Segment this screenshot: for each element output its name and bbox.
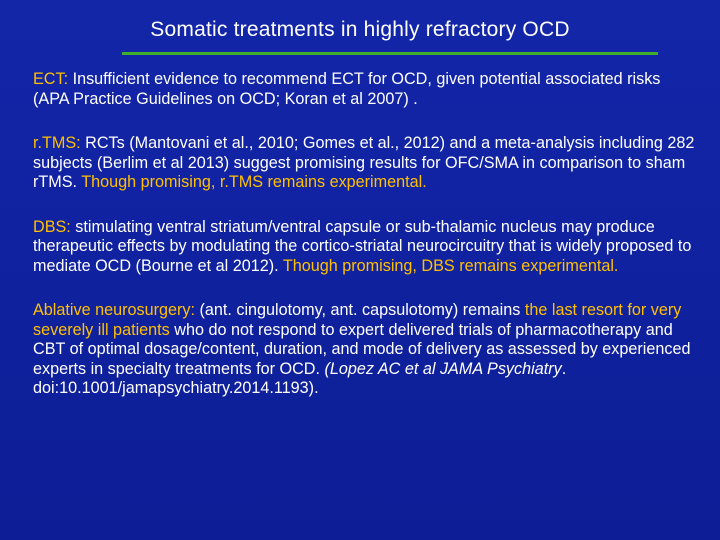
paragraph-ect xyxy=(33,70,697,109)
slide-title: Somatic treatments in highly refractory OCD xyxy=(150,18,570,41)
ablative-text-1: (ant. cingulotomy, ant. capsulotomy) remains xyxy=(194,301,525,319)
ablative-citation-rest: . doi:10.1001/jamapsychiatry.2014.1193). xyxy=(33,359,567,397)
paragraph-ablative xyxy=(33,301,697,399)
rtms-conclusion: Though promising, r.TMS remains experimental. xyxy=(81,173,427,191)
dbs-conclusion: Though promising, DBS remains experimental. xyxy=(282,256,619,275)
rtms-label: r.TMS: xyxy=(33,134,81,152)
ablative-highlight: the last resort for very severely ill patients xyxy=(33,301,682,339)
ect-label: ECT: xyxy=(33,70,69,88)
dbs-text: stimulating ventral striatum/ventral capsule or sub-thalamic nucleus may produce therapeutic effects by modulating the cortico-striatal neurocircuitry that is widely proposed to mediate OCD (Bourne et al 2012). xyxy=(33,217,692,275)
title-underline xyxy=(122,52,658,55)
ablative-label: Ablative neurosurgery: xyxy=(33,301,195,319)
ablative-text-2: who do not respond to expert delivered trials of pharmacotherapy and CBT of optimal dosage/content, duration, and mode of delivery as assessed by experienced experts in specialty treatments for OCD. xyxy=(33,320,691,378)
ect-text: Insufficient evidence to recommend ECT for OCD, given potential associated risks (APA Practice Guidelines on OCD; Koran et al 2007) . xyxy=(33,70,661,108)
paragraph-rtms xyxy=(33,134,697,193)
slide-content xyxy=(33,70,697,424)
paragraph-dbs xyxy=(33,218,697,277)
ablative-citation-italic: (Lopez AC et al JAMA Psychiatry xyxy=(324,359,562,378)
dbs-label: DBS: xyxy=(33,217,71,236)
rtms-text: RCTs (Mantovani et al., 2010; Gomes et al., 2012) and a meta-analysis including 282 subjects (Berlim et al 2013) suggest promising results for OFC/SMA in comparison to sham rTMS. xyxy=(33,134,695,191)
